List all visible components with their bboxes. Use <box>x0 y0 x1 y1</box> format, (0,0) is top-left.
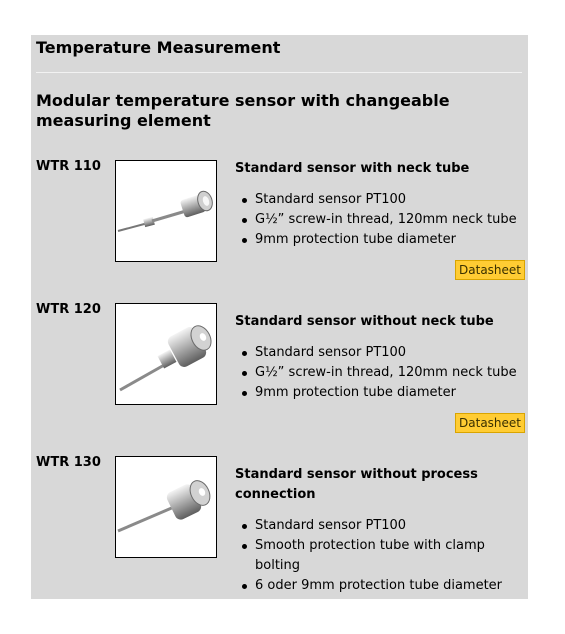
title-divider <box>36 72 522 73</box>
feature-list <box>235 190 520 250</box>
feature-list <box>235 516 520 596</box>
list-item: 6 oder 9mm protection tube diameter <box>235 576 520 596</box>
datasheet-button[interactable]: Datasheet <box>455 413 525 433</box>
product-title: Standard sensor without neck tube <box>235 314 494 329</box>
product-model: WTR 120 <box>36 302 101 317</box>
list-item: G½” screw-in thread, 120mm neck tube <box>235 363 520 383</box>
product-model: WTR 110 <box>36 159 101 174</box>
product-model: WTR 130 <box>36 455 101 470</box>
sensor-with-neck-tube-photo[interactable] <box>115 160 217 262</box>
sensor-without-neck-tube-photo[interactable] <box>115 303 217 405</box>
list-item: G½” screw-in thread, 120mm neck tube <box>235 210 520 230</box>
sensor-without-process-connection-photo[interactable] <box>115 456 217 558</box>
list-item: Standard sensor PT100 <box>235 190 520 210</box>
feature-list <box>235 343 520 403</box>
list-item: Smooth protection tube with clamp bolting <box>235 536 520 576</box>
list-item: 9mm protection tube diameter <box>235 383 520 403</box>
page-title: Temperature Measurement <box>36 38 281 57</box>
product-title: Standard sensor without process connection <box>235 467 478 502</box>
product-title: Standard sensor with neck tube <box>235 161 470 176</box>
datasheet-button[interactable]: Datasheet <box>455 260 525 280</box>
section-title: Modular temperature sensor with changeable measuring element <box>36 91 450 130</box>
list-item: Standard sensor PT100 <box>235 343 520 363</box>
content-panel <box>31 35 528 599</box>
sensor-image <box>116 161 216 261</box>
sensor-image <box>116 304 216 404</box>
sensor-image <box>116 457 216 557</box>
list-item: 9mm protection tube diameter <box>235 230 520 250</box>
list-item: Standard sensor PT100 <box>235 516 520 536</box>
